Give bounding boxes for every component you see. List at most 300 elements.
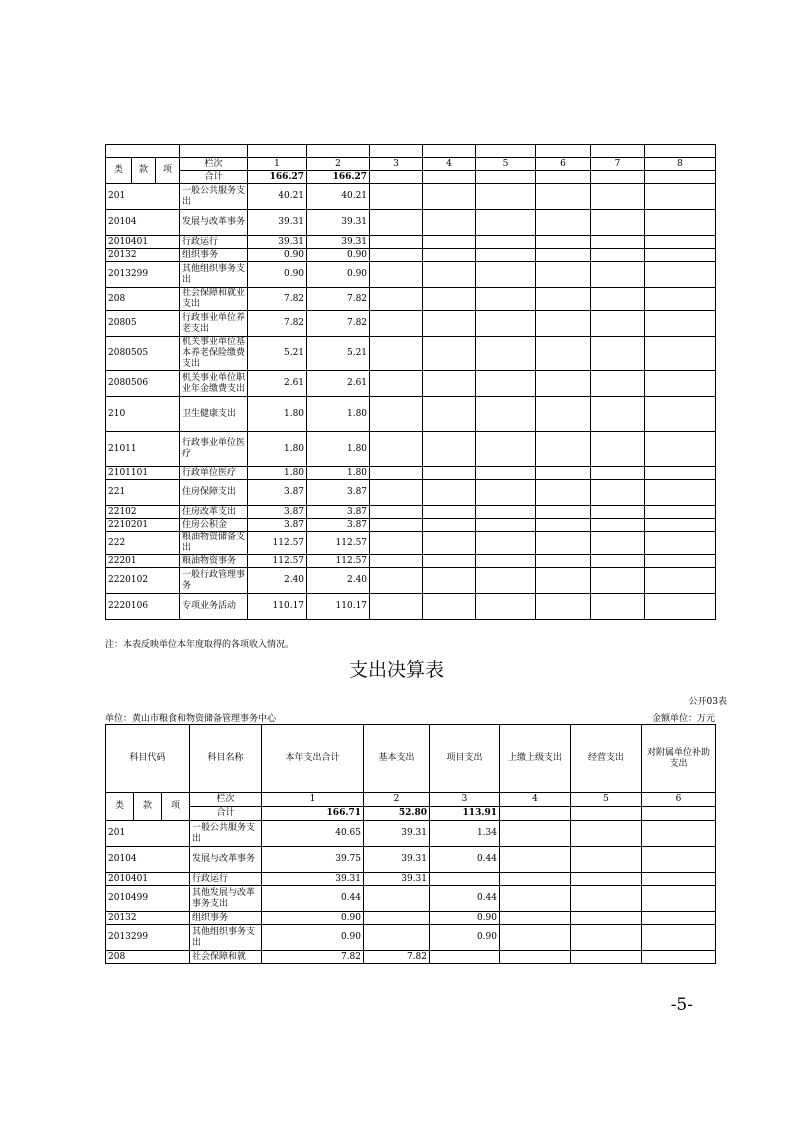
empty-cell bbox=[370, 371, 423, 397]
table-row bbox=[106, 821, 716, 847]
subject-name: 行政运行 bbox=[180, 236, 248, 249]
empty-cell bbox=[642, 925, 716, 951]
value-cell: 0.90 bbox=[307, 249, 370, 262]
subject-name: 其他发展与改革事务支出 bbox=[190, 886, 262, 912]
value-cell: 0.44 bbox=[430, 886, 500, 912]
empty-cell bbox=[476, 506, 536, 519]
subject-name: 住房保障支出 bbox=[180, 480, 248, 506]
empty-cell bbox=[645, 532, 716, 555]
subject-name: 行政事业单位养老支出 bbox=[180, 311, 248, 337]
empty-cell bbox=[536, 506, 591, 519]
empty-cell bbox=[645, 184, 716, 210]
header-heji: 合计 bbox=[190, 807, 262, 821]
header-name: 科目名称 bbox=[190, 725, 262, 793]
empty-cell bbox=[591, 184, 645, 210]
empty-cell bbox=[536, 432, 591, 467]
column-number-row bbox=[106, 158, 716, 171]
value-cell: 39.31 bbox=[364, 847, 430, 873]
col-number: 2 bbox=[307, 158, 370, 171]
subject-code: 2080506 bbox=[106, 371, 180, 397]
subject-name: 一般行政管理事务 bbox=[180, 568, 248, 594]
subject-code: 208 bbox=[106, 951, 190, 964]
empty-cell bbox=[423, 594, 476, 620]
page-number: -5- bbox=[670, 995, 693, 1015]
empty-cell bbox=[645, 288, 716, 311]
header-business: 经营支出 bbox=[571, 725, 642, 793]
empty-cell bbox=[591, 519, 645, 532]
value-cell bbox=[430, 951, 500, 964]
table-row bbox=[106, 568, 716, 594]
header-kuan: 款 bbox=[132, 158, 156, 184]
subject-code: 2013299 bbox=[106, 925, 190, 951]
header-kuan: 款 bbox=[134, 793, 162, 821]
empty-cell bbox=[476, 555, 536, 568]
empty-cell bbox=[571, 912, 642, 925]
empty-cell bbox=[536, 184, 591, 210]
empty-cell bbox=[476, 594, 536, 620]
empty-cell bbox=[476, 397, 536, 432]
subject-code: 20805 bbox=[106, 311, 180, 337]
empty-cell bbox=[645, 262, 716, 288]
empty-cell bbox=[423, 311, 476, 337]
empty-cell bbox=[645, 236, 716, 249]
empty-cell bbox=[642, 886, 716, 912]
empty-cell bbox=[536, 262, 591, 288]
table-row bbox=[106, 480, 716, 506]
empty-cell bbox=[500, 886, 571, 912]
empty-cell bbox=[591, 337, 645, 371]
table-row bbox=[106, 925, 716, 951]
table-row bbox=[106, 249, 716, 262]
expense-total-row bbox=[106, 807, 716, 821]
empty-cell bbox=[423, 249, 476, 262]
value-cell: 7.82 bbox=[307, 311, 370, 337]
page-title: 支出决算表 bbox=[348, 659, 444, 681]
header-lei: 类 bbox=[106, 158, 132, 184]
value-cell: 0.90 bbox=[248, 249, 307, 262]
empty-cell bbox=[500, 821, 571, 847]
header-upper: 上缴上级支出 bbox=[500, 725, 571, 793]
empty-cell bbox=[536, 568, 591, 594]
value-cell: 7.82 bbox=[262, 951, 364, 964]
table-row bbox=[106, 951, 716, 964]
empty-cell bbox=[645, 210, 716, 236]
empty-cell bbox=[645, 337, 716, 371]
value-cell: 3.87 bbox=[307, 506, 370, 519]
col-number: 3 bbox=[430, 793, 500, 807]
empty-cell bbox=[645, 311, 716, 337]
value-cell: 39.31 bbox=[307, 210, 370, 236]
empty-cell bbox=[423, 506, 476, 519]
empty-cell bbox=[476, 532, 536, 555]
empty-cell bbox=[536, 236, 591, 249]
empty-cell bbox=[536, 397, 591, 432]
empty-cell bbox=[500, 873, 571, 886]
value-cell: 3.87 bbox=[307, 480, 370, 506]
col-number: 6 bbox=[642, 793, 716, 807]
empty-cell bbox=[370, 480, 423, 506]
blank-header-row bbox=[106, 145, 716, 158]
value-cell: 2.40 bbox=[307, 568, 370, 594]
empty-cell bbox=[423, 236, 476, 249]
empty-cell bbox=[645, 467, 716, 480]
subject-name: 一般公共服务支出 bbox=[180, 184, 248, 210]
subject-name: 机关事业单位基本养老保险缴费支出 bbox=[180, 337, 248, 371]
value-cell: 7.82 bbox=[248, 311, 307, 337]
expense-table bbox=[105, 724, 716, 964]
empty-cell bbox=[370, 262, 423, 288]
value-cell bbox=[364, 886, 430, 912]
empty-cell bbox=[536, 532, 591, 555]
col-number: 4 bbox=[500, 793, 571, 807]
empty-cell bbox=[370, 337, 423, 371]
header-heji: 合计 bbox=[180, 171, 248, 184]
table-row bbox=[106, 555, 716, 568]
empty-cell bbox=[536, 288, 591, 311]
empty-cell bbox=[423, 288, 476, 311]
subject-name: 组织事务 bbox=[180, 249, 248, 262]
empty-cell bbox=[536, 594, 591, 620]
subject-name: 其他组织事务支出 bbox=[180, 262, 248, 288]
empty-cell bbox=[536, 371, 591, 397]
value-cell: 3.87 bbox=[248, 519, 307, 532]
value-cell: 0.44 bbox=[262, 886, 364, 912]
subject-code: 22201 bbox=[106, 555, 180, 568]
subject-name: 组织事务 bbox=[190, 912, 262, 925]
empty-cell bbox=[370, 397, 423, 432]
value-cell: 39.31 bbox=[262, 873, 364, 886]
value-cell: 1.80 bbox=[248, 467, 307, 480]
expense-column-number-row bbox=[106, 793, 716, 807]
subject-name: 发展与改革事务 bbox=[180, 210, 248, 236]
subject-name: 行政单位医疗 bbox=[180, 467, 248, 480]
subject-code: 222 bbox=[106, 532, 180, 555]
empty-cell bbox=[370, 210, 423, 236]
empty-cell bbox=[476, 337, 536, 371]
empty-cell bbox=[536, 311, 591, 337]
value-cell: 0.90 bbox=[248, 262, 307, 288]
subject-name: 卫生健康支出 bbox=[180, 397, 248, 432]
value-cell: 39.31 bbox=[248, 236, 307, 249]
value-cell: 112.57 bbox=[248, 532, 307, 555]
value-cell bbox=[364, 925, 430, 951]
empty-cell bbox=[642, 951, 716, 964]
empty-cell bbox=[476, 210, 536, 236]
value-cell: 40.65 bbox=[262, 821, 364, 847]
total-value: 166.27 bbox=[307, 171, 370, 184]
header-subsidy: 对附属单位补助支出 bbox=[642, 725, 716, 793]
empty-cell bbox=[370, 519, 423, 532]
table-row bbox=[106, 532, 716, 555]
empty-cell bbox=[370, 184, 423, 210]
empty-cell bbox=[645, 568, 716, 594]
value-cell: 3.87 bbox=[248, 506, 307, 519]
subject-code: 201 bbox=[106, 821, 190, 847]
table-row bbox=[106, 912, 716, 925]
subject-name: 其他组织事务支出 bbox=[190, 925, 262, 951]
empty-cell bbox=[591, 506, 645, 519]
total-value: 52.80 bbox=[364, 807, 430, 821]
subject-code: 221 bbox=[106, 480, 180, 506]
empty-cell bbox=[591, 262, 645, 288]
empty-cell bbox=[500, 925, 571, 951]
empty-cell bbox=[645, 371, 716, 397]
subject-name: 一般公共服务支出 bbox=[190, 821, 262, 847]
empty-cell bbox=[645, 480, 716, 506]
expense-header-row bbox=[106, 725, 716, 793]
value-cell: 39.31 bbox=[364, 821, 430, 847]
total-value: 113.91 bbox=[430, 807, 500, 821]
empty-cell bbox=[500, 847, 571, 873]
empty-cell bbox=[370, 288, 423, 311]
value-cell: 0.90 bbox=[262, 925, 364, 951]
header-lanci: 栏次 bbox=[180, 158, 248, 171]
empty-cell bbox=[536, 519, 591, 532]
col-number: 7 bbox=[591, 158, 645, 171]
empty-cell bbox=[645, 594, 716, 620]
header-total: 本年支出合计 bbox=[262, 725, 364, 793]
empty-cell bbox=[370, 594, 423, 620]
value-cell: 5.21 bbox=[248, 337, 307, 371]
header-xiang: 项 bbox=[162, 793, 190, 821]
subject-code: 2010401 bbox=[106, 236, 180, 249]
empty-cell bbox=[476, 480, 536, 506]
subject-name: 社会保障和就 bbox=[190, 951, 262, 964]
table-row bbox=[106, 210, 716, 236]
total-value: 166.27 bbox=[248, 171, 307, 184]
table-row bbox=[106, 432, 716, 467]
empty-cell bbox=[536, 210, 591, 236]
empty-cell bbox=[370, 506, 423, 519]
value-cell: 3.87 bbox=[307, 519, 370, 532]
header-lei: 类 bbox=[106, 793, 134, 821]
subject-code: 20104 bbox=[106, 210, 180, 236]
empty-cell bbox=[423, 532, 476, 555]
subject-code: 201 bbox=[106, 184, 180, 210]
empty-cell bbox=[370, 568, 423, 594]
header-xiang: 项 bbox=[156, 158, 180, 184]
table-row bbox=[106, 886, 716, 912]
value-cell: 1.80 bbox=[248, 397, 307, 432]
empty-cell bbox=[370, 532, 423, 555]
empty-cell bbox=[423, 371, 476, 397]
col-number: 1 bbox=[262, 793, 364, 807]
empty-cell bbox=[476, 184, 536, 210]
empty-cell bbox=[591, 480, 645, 506]
empty-cell bbox=[423, 397, 476, 432]
empty-cell bbox=[571, 821, 642, 847]
empty-cell bbox=[476, 371, 536, 397]
empty-cell bbox=[591, 371, 645, 397]
empty-cell bbox=[571, 951, 642, 964]
empty-cell bbox=[645, 519, 716, 532]
value-cell: 7.82 bbox=[307, 288, 370, 311]
subject-code: 2101101 bbox=[106, 467, 180, 480]
table-row bbox=[106, 519, 716, 532]
col-number: 4 bbox=[423, 158, 476, 171]
table-row bbox=[106, 397, 716, 432]
value-cell: 1.80 bbox=[307, 432, 370, 467]
empty-cell bbox=[645, 432, 716, 467]
subject-name: 行政事业单位医疗 bbox=[180, 432, 248, 467]
empty-cell bbox=[645, 397, 716, 432]
value-cell: 7.82 bbox=[248, 288, 307, 311]
empty-cell bbox=[370, 236, 423, 249]
value-cell: 1.80 bbox=[307, 467, 370, 480]
empty-cell bbox=[423, 467, 476, 480]
subject-name: 住房公积金 bbox=[180, 519, 248, 532]
total-row bbox=[106, 171, 716, 184]
empty-cell bbox=[642, 873, 716, 886]
subject-code: 20132 bbox=[106, 912, 190, 925]
subject-code: 2080505 bbox=[106, 337, 180, 371]
empty-cell bbox=[536, 249, 591, 262]
table-row bbox=[106, 847, 716, 873]
subject-name: 专项业务活动 bbox=[180, 594, 248, 620]
empty-cell bbox=[423, 184, 476, 210]
subject-code: 20104 bbox=[106, 847, 190, 873]
value-cell bbox=[364, 912, 430, 925]
empty-cell bbox=[591, 594, 645, 620]
empty-cell bbox=[476, 262, 536, 288]
subject-code: 2220102 bbox=[106, 568, 180, 594]
table-row bbox=[106, 873, 716, 886]
empty-cell bbox=[423, 432, 476, 467]
empty-cell bbox=[476, 432, 536, 467]
empty-cell bbox=[500, 912, 571, 925]
value-cell: 112.57 bbox=[248, 555, 307, 568]
col-number: 6 bbox=[536, 158, 591, 171]
subject-name: 发展与改革事务 bbox=[190, 847, 262, 873]
value-cell: 112.57 bbox=[307, 532, 370, 555]
empty-cell bbox=[423, 262, 476, 288]
table-row bbox=[106, 594, 716, 620]
empty-cell bbox=[591, 432, 645, 467]
value-cell: 0.90 bbox=[430, 925, 500, 951]
empty-cell bbox=[476, 249, 536, 262]
empty-cell bbox=[476, 288, 536, 311]
table-row bbox=[106, 371, 716, 397]
empty-cell bbox=[536, 480, 591, 506]
empty-cell bbox=[642, 821, 716, 847]
empty-cell bbox=[536, 337, 591, 371]
empty-cell bbox=[645, 555, 716, 568]
empty-cell bbox=[423, 555, 476, 568]
empty-cell bbox=[591, 236, 645, 249]
value-cell: 110.17 bbox=[307, 594, 370, 620]
subject-name: 社会保障和就业支出 bbox=[180, 288, 248, 311]
empty-cell bbox=[591, 532, 645, 555]
empty-cell bbox=[645, 249, 716, 262]
table-number: 公开03表 bbox=[688, 697, 727, 707]
value-cell: 0.44 bbox=[430, 847, 500, 873]
table-row bbox=[106, 506, 716, 519]
subject-name: 粮油物资储备支出 bbox=[180, 532, 248, 555]
subject-code: 2010401 bbox=[106, 873, 190, 886]
empty-cell bbox=[370, 249, 423, 262]
subject-code: 208 bbox=[106, 288, 180, 311]
empty-cell bbox=[591, 568, 645, 594]
empty-cell bbox=[476, 311, 536, 337]
income-table-note: 注：本表反映单位本年度取得的各项收入情况。 bbox=[105, 640, 295, 650]
empty-cell bbox=[423, 568, 476, 594]
value-cell: 39.31 bbox=[307, 236, 370, 249]
subject-code: 22102 bbox=[106, 506, 180, 519]
subject-code: 210 bbox=[106, 397, 180, 432]
empty-cell bbox=[591, 210, 645, 236]
empty-cell bbox=[370, 555, 423, 568]
value-cell: 2.40 bbox=[248, 568, 307, 594]
empty-cell bbox=[536, 467, 591, 480]
subject-name: 机关事业单位职业年金缴费支出 bbox=[180, 371, 248, 397]
value-cell: 0.90 bbox=[262, 912, 364, 925]
empty-cell bbox=[591, 467, 645, 480]
empty-cell bbox=[476, 568, 536, 594]
empty-cell bbox=[571, 847, 642, 873]
empty-cell bbox=[476, 519, 536, 532]
table-row bbox=[106, 337, 716, 371]
table-row bbox=[106, 288, 716, 311]
empty-cell bbox=[591, 249, 645, 262]
empty-cell bbox=[591, 288, 645, 311]
income-table bbox=[105, 144, 716, 620]
col-number: 1 bbox=[248, 158, 307, 171]
empty-cell bbox=[423, 519, 476, 532]
empty-cell bbox=[423, 480, 476, 506]
col-number: 8 bbox=[645, 158, 716, 171]
header-basic: 基本支出 bbox=[364, 725, 430, 793]
empty-cell bbox=[536, 555, 591, 568]
income-table-body bbox=[106, 184, 716, 620]
empty-cell bbox=[571, 873, 642, 886]
table-row bbox=[106, 236, 716, 249]
subject-code: 21011 bbox=[106, 432, 180, 467]
empty-cell bbox=[500, 951, 571, 964]
expense-table-body bbox=[106, 821, 716, 964]
subject-name: 粮油物资事务 bbox=[180, 555, 248, 568]
value-cell: 3.87 bbox=[248, 480, 307, 506]
value-cell: 39.75 bbox=[262, 847, 364, 873]
value-cell: 110.17 bbox=[248, 594, 307, 620]
value-cell: 39.31 bbox=[248, 210, 307, 236]
empty-cell bbox=[645, 506, 716, 519]
empty-cell bbox=[370, 467, 423, 480]
value-cell: 2.61 bbox=[248, 371, 307, 397]
subject-name: 住房改革支出 bbox=[180, 506, 248, 519]
value-cell: 39.31 bbox=[364, 873, 430, 886]
value-cell: 40.21 bbox=[248, 184, 307, 210]
col-number: 3 bbox=[370, 158, 423, 171]
table-row bbox=[106, 311, 716, 337]
subject-code: 2010499 bbox=[106, 886, 190, 912]
value-cell: 0.90 bbox=[307, 262, 370, 288]
value-cell bbox=[430, 873, 500, 886]
value-cell: 5.21 bbox=[307, 337, 370, 371]
col-number: 2 bbox=[364, 793, 430, 807]
empty-cell bbox=[423, 210, 476, 236]
money-unit-label: 金额单位：万元 bbox=[651, 714, 715, 724]
subject-code: 2013299 bbox=[106, 262, 180, 288]
empty-cell bbox=[370, 432, 423, 467]
subject-code: 2210201 bbox=[106, 519, 180, 532]
value-cell: 1.34 bbox=[430, 821, 500, 847]
empty-cell bbox=[642, 847, 716, 873]
total-value: 166.71 bbox=[262, 807, 364, 821]
header-project: 项目支出 bbox=[430, 725, 500, 793]
unit-label: 单位：黄山市粮食和物资储备管理事务中心 bbox=[105, 714, 277, 724]
empty-cell bbox=[642, 912, 716, 925]
value-cell: 112.57 bbox=[307, 555, 370, 568]
